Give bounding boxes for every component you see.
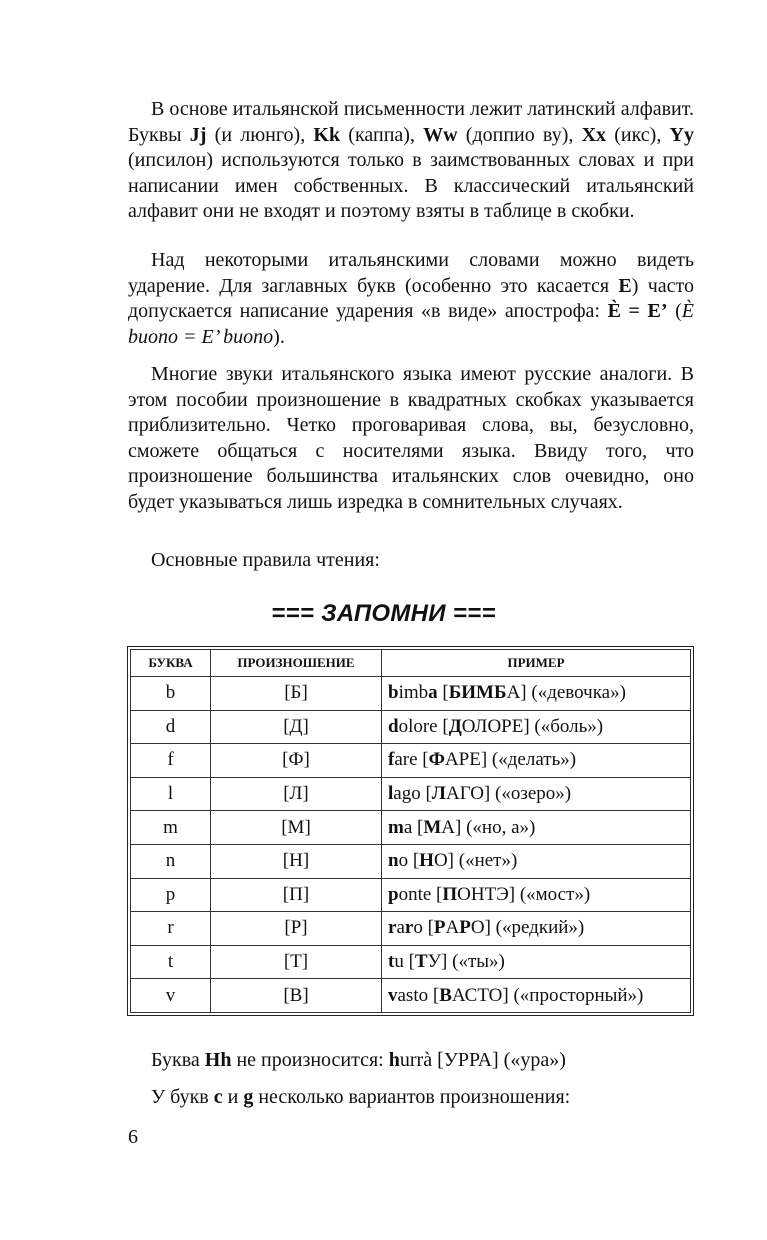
remember-heading: === ЗАПОМНИ === (271, 600, 496, 627)
letter-cell: b (131, 677, 211, 711)
table-row (131, 777, 691, 811)
letter-h-note: Буква Hh не произносится: hurrà [УРРА] («ура») (151, 1049, 566, 1071)
intro-paragraph-3: Многие звуки итальянского языка имеют русские аналоги. В этом пособии произношение в квадратных скобках указывается приблизительно. Четко проговаривая слова, вы, безусловно, сможете общаться с носителями языка. Ввиду того, что произношение большинства итальянских слов очевидно, оно будет указываться лишь изредка в сомнительных случаях. (128, 363, 694, 513)
example-cell: ma [МА] («но, а») (382, 811, 691, 845)
example-cell: lago [ЛАГО] («озеро») (382, 777, 691, 811)
table-row (131, 945, 691, 979)
sound-cell: [М] (211, 811, 382, 845)
column-header-pronunciation: ПРОИЗНОШЕНИЕ (211, 650, 382, 677)
sound-cell: [Ф] (211, 744, 382, 778)
table-row (131, 710, 691, 744)
letters-c-g-note: У букв c и g несколько вариантов произношения: (151, 1086, 571, 1108)
pronunciation-table (127, 646, 694, 1016)
table-row (131, 979, 691, 1013)
example-cell: fare [ФАРЕ] («делать») (382, 744, 691, 778)
example-cell: tu [ТУ] («ты») (382, 945, 691, 979)
intro-paragraph-1: В основе итальянской письменности лежит латинский алфавит. Буквы Jj (и люнго), Kk (каппа), Ww (доппио ву), Xx (икс), Yy (ипсилон) используются только в заимствованных словах и при написании имен собственных. В классический итальянский алфавит они не входят и поэтому взяты в таблице в скобки. (128, 98, 694, 222)
sound-cell: [Т] (211, 945, 382, 979)
table-row (131, 844, 691, 878)
intro-paragraph-2: Над некоторыми итальянскими словами можно видеть ударение. Для заглавных букв (особенно это касается E) часто допускается написание ударения «в виде» апострофа: È = E’ (È buono = E’ buono). (128, 249, 695, 348)
column-header-letter: БУКВА (131, 650, 211, 677)
letter-cell: r (131, 912, 211, 946)
example-cell: bimba [БИМБА] («девочка») (382, 677, 691, 711)
table-row (131, 878, 691, 912)
example-cell: ponte [ПОНТЭ] («мост») (382, 878, 691, 912)
sound-cell: [Д] (211, 710, 382, 744)
sound-cell: [Б] (211, 677, 382, 711)
table-row (131, 912, 691, 946)
page-number: 6 (128, 1126, 138, 1148)
letter-cell: f (131, 744, 211, 778)
example-cell: no [НО] («нет») (382, 844, 691, 878)
table-row (131, 811, 691, 845)
table-row (131, 677, 691, 711)
sound-cell: [В] (211, 979, 382, 1013)
example-cell: dolore [ДОЛОРЕ] («боль») (382, 710, 691, 744)
letter-cell: d (131, 710, 211, 744)
reading-rules-label: Основные правила чтения: (151, 549, 380, 571)
letter-cell: l (131, 777, 211, 811)
example-cell: vasto [ВАСТО] («просторный») (382, 979, 691, 1013)
letter-cell: n (131, 844, 211, 878)
table-header-row (131, 650, 691, 677)
sound-cell: [Н] (211, 844, 382, 878)
sound-cell: [П] (211, 878, 382, 912)
table-row (131, 744, 691, 778)
column-header-example: ПРИМЕР (382, 650, 691, 677)
letter-cell: t (131, 945, 211, 979)
letter-cell: p (131, 878, 211, 912)
letter-cell: m (131, 811, 211, 845)
sound-cell: [Р] (211, 912, 382, 946)
example-cell: raro [РАРО] («редкий») (382, 912, 691, 946)
sound-cell: [Л] (211, 777, 382, 811)
letter-cell: v (131, 979, 211, 1013)
